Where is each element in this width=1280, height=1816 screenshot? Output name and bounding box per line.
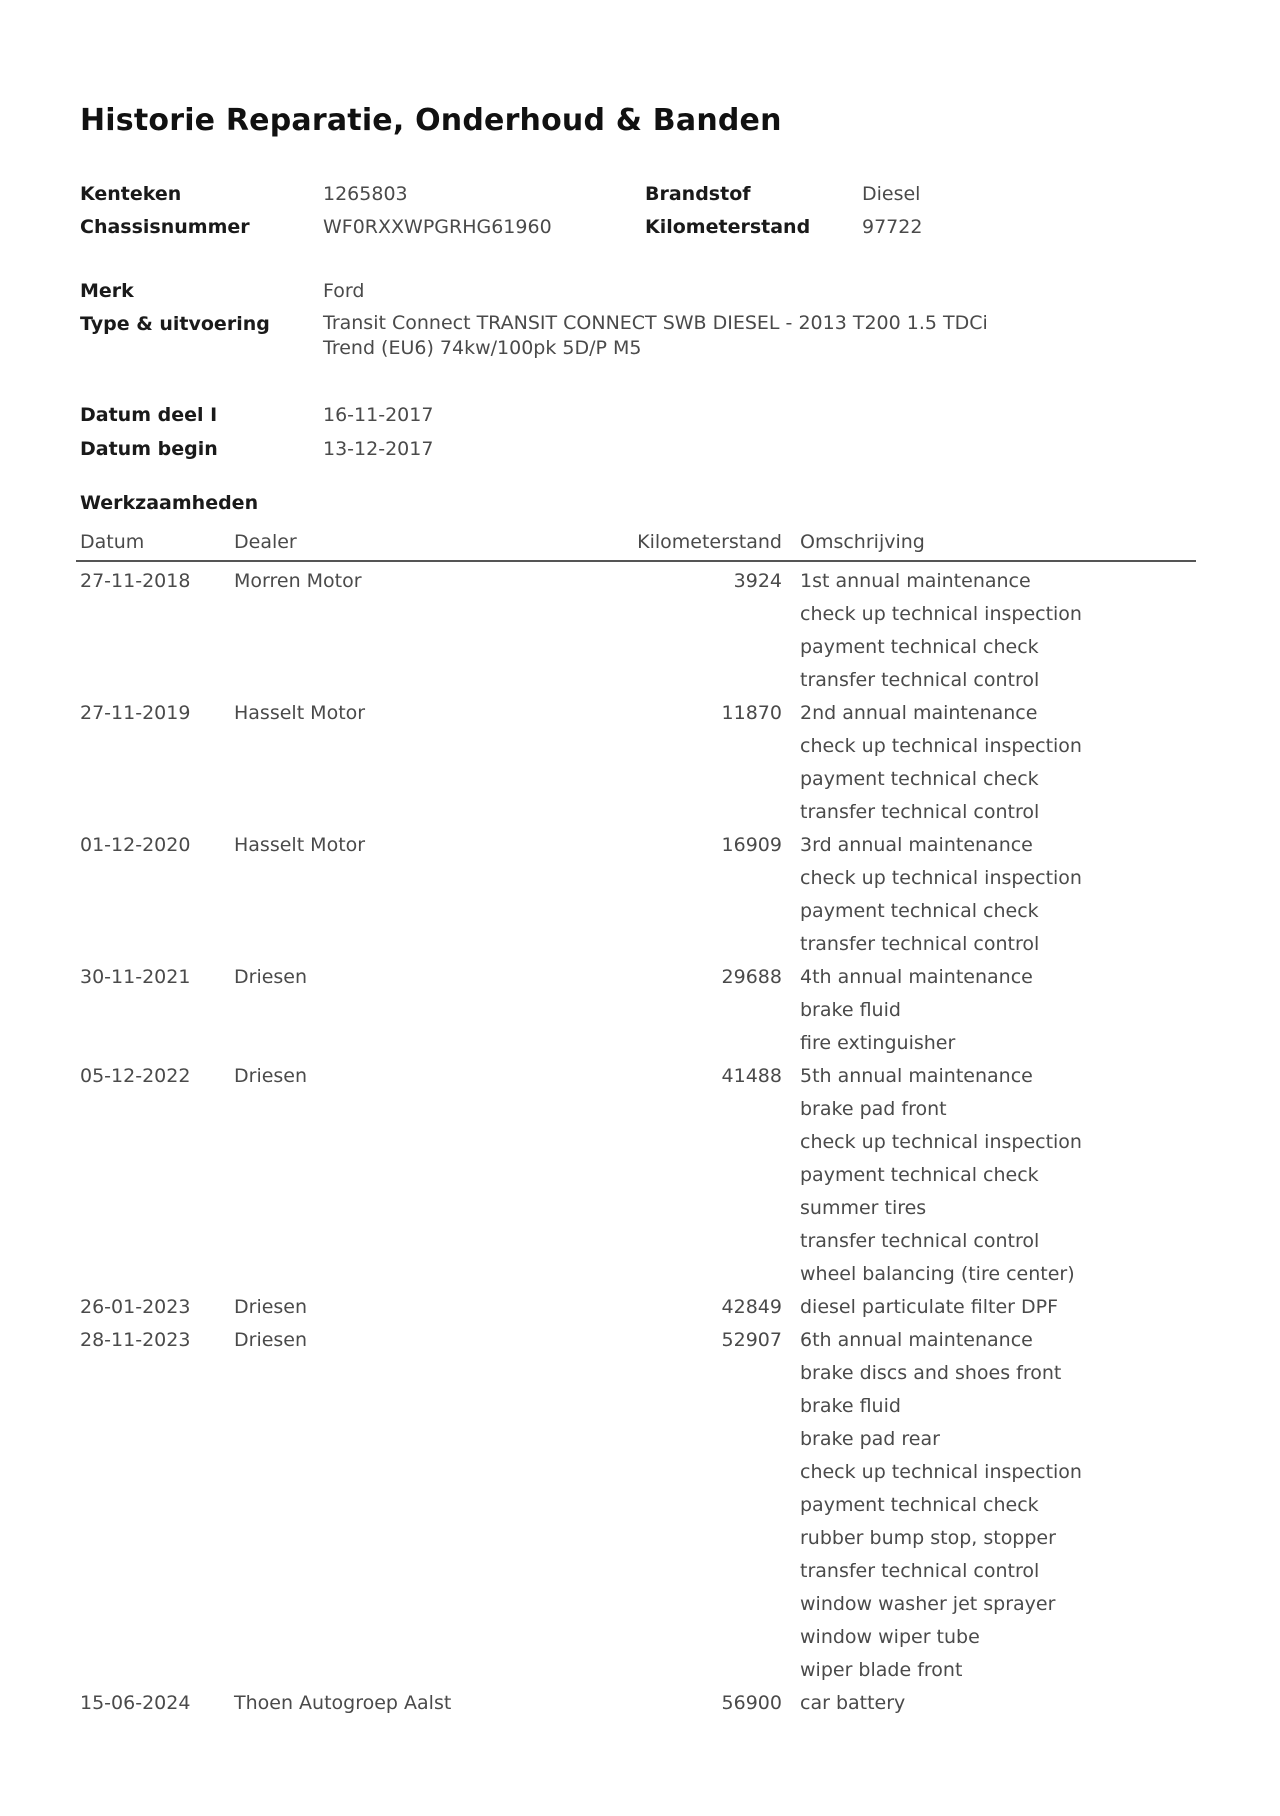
type-label: Type & uitvoering [80, 313, 270, 335]
row-date: 05-12-2022 [80, 1065, 191, 1087]
datum-deel-value: 16-11-2017 [323, 404, 434, 426]
row-dealer: Hasselt Motor [234, 702, 366, 724]
description-item: 6th annual maintenance [800, 1329, 1033, 1351]
description-item: transfer technical control [800, 801, 1040, 823]
row-dealer: Thoen Autogroep Aalst [234, 1692, 452, 1714]
row-date: 28-11-2023 [80, 1329, 191, 1351]
datum-begin-value: 13-12-2017 [323, 438, 434, 460]
description-item: wiper blade front [800, 1659, 963, 1681]
row-description-list [800, 1060, 1280, 1291]
description-item: transfer technical control [800, 1560, 1040, 1582]
row-date: 15-06-2024 [80, 1692, 191, 1714]
row-dealer: Driesen [234, 1065, 308, 1087]
description-item: 4th annual maintenance [800, 966, 1033, 988]
description-item: payment technical check [800, 636, 1039, 658]
description-item: 5th annual maintenance [800, 1065, 1033, 1087]
table-row [0, 1291, 1280, 1324]
page-title: Historie Reparatie, Onderhoud & Banden [80, 103, 782, 138]
datum-begin-label: Datum begin [80, 438, 218, 460]
row-kilometerstand: 52907 [721, 1329, 782, 1351]
datum-deel-label: Datum deel I [80, 404, 218, 426]
table-row [0, 1687, 1280, 1720]
kenteken-value: 1265803 [323, 183, 408, 205]
brandstof-value: Diesel [862, 183, 921, 205]
table-row [0, 1324, 1280, 1687]
description-item: wheel balancing (tire center) [800, 1263, 1075, 1285]
merk-value: Ford [323, 280, 365, 302]
row-description-list [800, 961, 1280, 1060]
row-date: 27-11-2018 [80, 570, 191, 592]
row-dealer: Morren Motor [234, 570, 362, 592]
description-item: window wiper tube [800, 1626, 980, 1648]
description-item: 1st annual maintenance [800, 570, 1031, 592]
description-item: summer tires [800, 1197, 927, 1219]
description-item: 2nd annual maintenance [800, 702, 1038, 724]
chassis-value: WF0RXXWPGRHG61960 [323, 216, 552, 238]
row-description-list [800, 1324, 1280, 1687]
description-item: brake fluid [800, 999, 901, 1021]
description-item: check up technical inspection [800, 603, 1082, 625]
description-item: brake pad front [800, 1098, 947, 1120]
description-item: check up technical inspection [800, 1131, 1082, 1153]
chassis-label: Chassisnummer [80, 216, 250, 238]
description-item: fire extinguisher [800, 1032, 956, 1054]
row-dealer: Hasselt Motor [234, 834, 366, 856]
description-item: car battery [800, 1692, 906, 1714]
row-date: 27-11-2019 [80, 702, 191, 724]
header-divider [76, 560, 1196, 562]
description-item: payment technical check [800, 900, 1039, 922]
table-row [0, 565, 1280, 697]
description-item: transfer technical control [800, 669, 1040, 691]
kilometerstand-value: 97722 [862, 216, 923, 238]
table-row [0, 697, 1280, 829]
column-header-dealer: Dealer [234, 531, 297, 553]
row-date: 01-12-2020 [80, 834, 191, 856]
description-item: brake pad rear [800, 1428, 940, 1450]
row-kilometerstand: 29688 [721, 966, 782, 988]
kenteken-label: Kenteken [80, 183, 182, 205]
description-item: 3rd annual maintenance [800, 834, 1033, 856]
description-item: check up technical inspection [800, 1461, 1082, 1483]
row-description-list [800, 1291, 1280, 1324]
description-item: brake discs and shoes front [800, 1362, 1062, 1384]
work-table-body [0, 565, 1280, 1720]
row-description-list [800, 565, 1280, 697]
type-value: Transit Connect TRANSIT CONNECT SWB DIESEL - 2013 T200 1.5 TDCi Trend (EU6) 74kw/100pk 5D/P M5 [323, 312, 988, 359]
row-kilometerstand: 11870 [721, 702, 782, 724]
table-row [0, 829, 1280, 961]
description-item: diesel particulate filter DPF [800, 1296, 1059, 1318]
merk-label: Merk [80, 280, 134, 302]
description-item: payment technical check [800, 1164, 1039, 1186]
column-header-kilometerstand: Kilometerstand [637, 531, 782, 553]
table-row [0, 961, 1280, 1060]
row-kilometerstand: 16909 [721, 834, 782, 856]
row-kilometerstand: 41488 [721, 1065, 782, 1087]
description-item: window washer jet sprayer [800, 1593, 1056, 1615]
description-item: payment technical check [800, 768, 1039, 790]
table-row [0, 1060, 1280, 1291]
row-description-list [800, 829, 1280, 961]
section-title-werkzaamheden: Werkzaamheden [80, 492, 259, 514]
column-header-datum: Datum [80, 531, 145, 553]
table-header [0, 531, 1280, 559]
column-header-omschrijving: Omschrijving [800, 531, 925, 553]
row-dealer: Driesen [234, 1296, 308, 1318]
row-kilometerstand: 42849 [721, 1296, 782, 1318]
row-dealer: Driesen [234, 1329, 308, 1351]
description-item: transfer technical control [800, 1230, 1040, 1252]
description-item: brake fluid [800, 1395, 901, 1417]
row-date: 26-01-2023 [80, 1296, 191, 1318]
row-date: 30-11-2021 [80, 966, 191, 988]
description-item: check up technical inspection [800, 735, 1082, 757]
description-item: check up technical inspection [800, 867, 1082, 889]
row-description-list [800, 1687, 1280, 1720]
row-kilometerstand: 56900 [721, 1692, 782, 1714]
description-item: transfer technical control [800, 933, 1040, 955]
description-item: payment technical check [800, 1494, 1039, 1516]
description-item: rubber bump stop, stopper [800, 1527, 1056, 1549]
row-kilometerstand: 3924 [733, 570, 782, 592]
brandstof-label: Brandstof [645, 183, 751, 205]
row-dealer: Driesen [234, 966, 308, 988]
kilometerstand-label: Kilometerstand [645, 216, 811, 238]
row-description-list [800, 697, 1280, 829]
